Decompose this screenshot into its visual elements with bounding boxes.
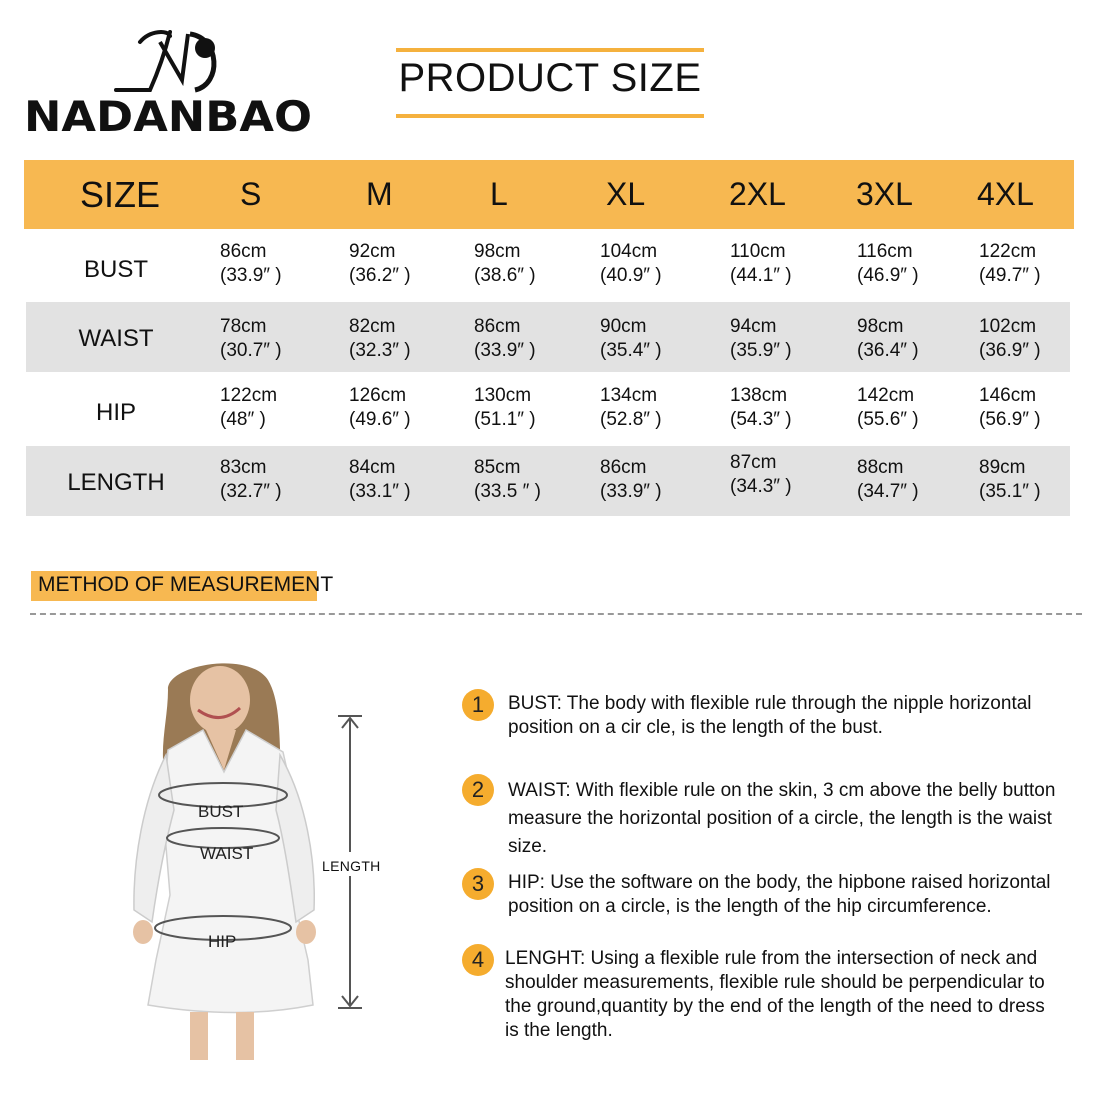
- size-col-2xl: 2XL: [729, 176, 786, 212]
- table-cell: 142cm (55.6″ ): [857, 385, 919, 430]
- table-cell: 89cm (35.1″ ): [979, 457, 1041, 502]
- table-cell: 87cm (34.3″ ): [730, 452, 792, 497]
- step-hip-text: HIP: Use the software on the body, the hipbone raised horizontal position on a circle, is the length of the hip circumference.: [508, 872, 1051, 917]
- step-waist-text: WAIST: With flexible rule on the skin, 3 cm above the belly button measure the horizontal position of a circle, the length is the waist size.: [508, 780, 1056, 857]
- table-cell: 90cm (35.4″ ): [600, 316, 662, 361]
- method-heading: METHOD OF MEASUREMENT: [38, 573, 334, 596]
- table-cell: 94cm (35.9″ ): [730, 316, 792, 361]
- table-cell: 98cm (36.4″ ): [857, 316, 919, 361]
- table-cell: 126cm (49.6″ ): [349, 385, 411, 430]
- brand-name: NADANBAO: [24, 96, 312, 136]
- brand-logo-mark: [110, 22, 225, 97]
- row-label-hip: HIP: [95, 399, 136, 426]
- table-cell: 86cm (33.9″ ): [220, 241, 282, 286]
- table-cell: 146cm (56.9″ ): [979, 385, 1041, 430]
- table-cell: 84cm (33.1″ ): [349, 457, 411, 502]
- table-row: [26, 230, 1070, 300]
- table-cell: 122cm (49.7″ ): [979, 241, 1041, 286]
- table-cell: 85cm (33.5 ″ ): [474, 457, 541, 502]
- table-cell: 116cm (46.9″ ): [857, 241, 919, 286]
- page-title: PRODUCT SIZE: [398, 56, 702, 100]
- table-cell: 78cm (30.7″ ): [220, 316, 282, 361]
- figure-label-hip: HIP: [208, 932, 237, 951]
- step-number-badge: 1: [462, 689, 494, 721]
- table-cell: 86cm (33.9″ ): [600, 457, 662, 502]
- table-cell: 122cm (48″ ): [220, 385, 278, 430]
- size-col-3xl: 3XL: [856, 176, 913, 212]
- row-label-waist: WAIST: [78, 325, 154, 352]
- table-cell: 82cm (32.3″ ): [349, 316, 411, 361]
- table-cell: 98cm (38.6″ ): [474, 241, 536, 286]
- table-cell: 104cm (40.9″ ): [600, 241, 662, 286]
- table-cell: 92cm (36.2″ ): [349, 241, 411, 286]
- row-label-bust: BUST: [83, 256, 148, 283]
- table-cell: 138cm (54.3″ ): [730, 385, 792, 430]
- table-cell: 88cm (34.7″ ): [857, 457, 919, 502]
- brand-logo-text: [22, 96, 314, 136]
- table-row: [26, 446, 1070, 516]
- table-header: [24, 160, 1074, 229]
- row-label-length: LENGTH: [67, 469, 165, 496]
- size-col-s: S: [240, 176, 262, 212]
- size-col-l: L: [490, 176, 508, 212]
- header-size-label: SIZE: [80, 174, 161, 215]
- size-col-4xl: 4XL: [977, 176, 1034, 212]
- figure-label-length: LENGTH: [322, 858, 381, 874]
- title-banner: [396, 48, 704, 118]
- figure-label-bust: BUST: [198, 802, 244, 821]
- step-number-badge: 2: [462, 774, 494, 806]
- size-col-m: M: [366, 176, 393, 212]
- table-cell: 86cm (33.9″ ): [474, 316, 536, 361]
- dashed-divider: [30, 613, 1082, 615]
- step-bust-text: BUST: The body with flexible rule through the nipple horizontal position on a cir cle, is the length of the bust.: [508, 693, 1032, 738]
- table-row: [26, 302, 1070, 372]
- size-col-xl: XL: [606, 176, 646, 212]
- method-heading-box: [31, 571, 334, 601]
- table-cell: 110cm (44.1″ ): [730, 241, 792, 286]
- table-cell: 102cm (36.9″ ): [979, 316, 1041, 361]
- step-number-badge: 4: [462, 944, 494, 976]
- table-cell: 83cm (32.7″ ): [220, 457, 282, 502]
- step-number-badge: 3: [462, 868, 494, 900]
- table-cell: 130cm (51.1″ ): [474, 385, 536, 430]
- table-cell: 134cm (52.8″ ): [600, 385, 662, 430]
- step-length-text: LENGHT: Using a flexible rule from the intersection of neck and shoulder measurements, flexible rule should be perpendicular to the ground,quantity by the end of the length of the need to dress is the length.: [505, 948, 1045, 1041]
- table-row: [26, 374, 1070, 444]
- figure-label-waist: WAIST: [200, 844, 254, 863]
